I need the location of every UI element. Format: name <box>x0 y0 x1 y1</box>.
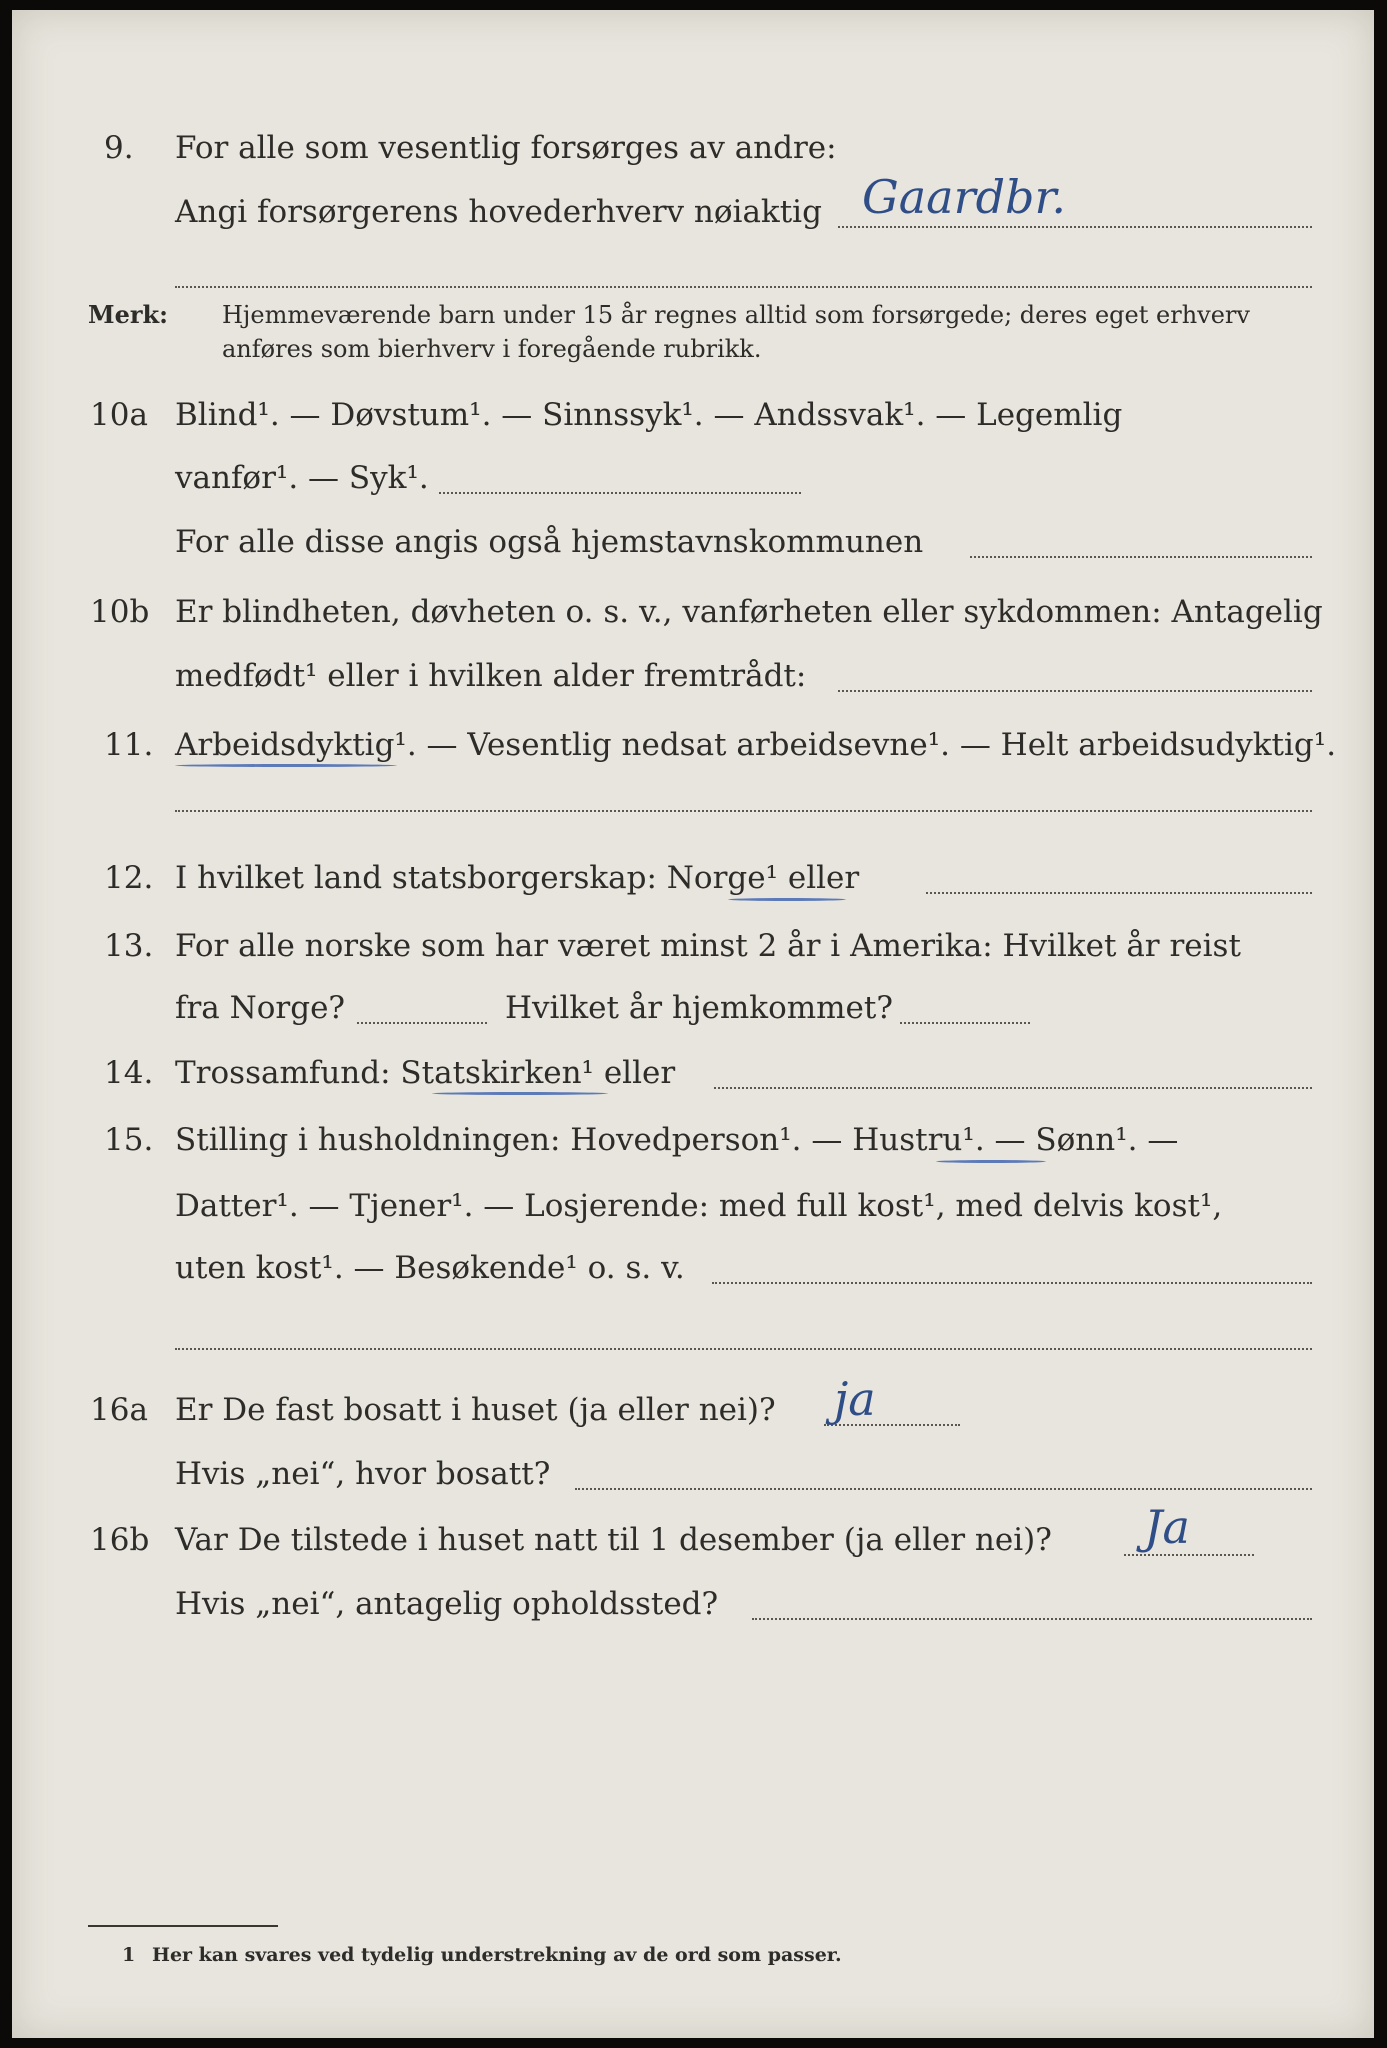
q16a-line1: Er De fast bosatt i huset (ja eller nei)? <box>175 1392 776 1428</box>
q10a-line1: Blind¹. — Døvstum¹. — Sinnssyk¹. — Andssvak¹. — Legemlig <box>175 397 1123 433</box>
q9-line1: For alle som vesentlig forsørges av andre: <box>175 130 837 166</box>
footnote-text: Her kan svares ved tydelig understrekning av de ord som passer. <box>152 1944 842 1966</box>
census-form-page <box>12 10 1374 2038</box>
q10a-answer-line <box>439 492 801 494</box>
q13-line2b: Hvilket år hjemkommet? <box>505 990 893 1026</box>
q11-line1: Arbeidsdyktig¹. — Vesentlig nedsat arbeidsevne¹. — Helt arbeidsudyktig¹. <box>175 727 1337 763</box>
q16b-line1: Var De tilstede i huset natt til 1 desember (ja eller nei)? <box>175 1522 1052 1558</box>
q12-answer-line <box>926 892 1312 894</box>
q9-handwritten-answer: Gaardbr. <box>862 170 1067 224</box>
q13-hjemkommet-line <box>900 1022 1030 1024</box>
q15-line1: Stilling i husholdningen: Hovedperson¹. — Hustru¹. — Sønn¹. — <box>175 1122 1179 1158</box>
q13-line1: For alle norske som har været minst 2 år i Amerika: Hvilket år reist <box>175 928 1241 964</box>
q9-extra-line <box>175 286 1312 288</box>
q16b-number: 16b <box>90 1522 150 1558</box>
q10a-line3: For alle disse angis også hjemstavnskommunen <box>175 524 924 560</box>
q16b-handwritten-answer: Ja <box>1144 1500 1190 1554</box>
merk-line1: Hjemmeværende barn under 15 år regnes alltid som forsørgede; deres eget erhverv <box>222 301 1250 329</box>
q14-line1: Trossamfund: Statskirken¹ eller <box>175 1055 676 1091</box>
q16b-answer-line <box>1124 1554 1254 1556</box>
q15-line3: uten kost¹. — Besøkende¹ o. s. v. <box>175 1250 685 1286</box>
q16b-line2: Hvis „nei“, antagelig opholdssted? <box>175 1586 719 1622</box>
q9-answer-line <box>838 226 1312 228</box>
q15-answer-line <box>712 1282 1312 1284</box>
q13-line2a: fra Norge? <box>175 990 346 1026</box>
q16a-line2: Hvis „nei“, hvor bosatt? <box>175 1456 551 1492</box>
q9-line2: Angi forsørgerens hovederhverv nøiaktig <box>175 194 822 230</box>
q11-number: 11. <box>104 727 154 763</box>
q10b-answer-line <box>838 690 1312 692</box>
q10b-line2: medfødt¹ eller i hvilken alder fremtrådt: <box>175 658 807 694</box>
q12-underline-mark <box>728 898 846 901</box>
q15-line2: Datter¹. — Tjener¹. — Losjerende: med full kost¹, med delvis kost¹, <box>175 1188 1223 1224</box>
q14-number: 14. <box>104 1055 154 1091</box>
q10a-kommune-line <box>970 556 1312 558</box>
q16a-number: 16a <box>90 1392 148 1428</box>
q10b-line1: Er blindheten, døvheten o. s. v., vanførheten eller sykdommen: Antagelig <box>175 594 1323 630</box>
q11-underline-mark <box>175 764 397 767</box>
merk-label: Merk: <box>88 300 168 329</box>
q10a-line2: vanfør¹. — Syk¹. <box>175 460 429 496</box>
footnote-rule <box>88 1925 278 1927</box>
q14-underline-mark <box>432 1092 608 1095</box>
q12-number: 12. <box>104 860 154 896</box>
merk-line2: anføres som bierhverv i foregående rubrikk. <box>222 335 762 363</box>
q16a-bosatt-line <box>575 1488 1312 1490</box>
q10a-number: 10a <box>90 397 148 433</box>
q15-underline-mark <box>936 1160 1046 1163</box>
q15-extra-line <box>175 1348 1312 1350</box>
q15-number: 15. <box>104 1122 154 1158</box>
q16b-opholdssted-line <box>752 1618 1312 1620</box>
q9-number: 9. <box>104 130 134 166</box>
q11-extra-line <box>175 810 1312 812</box>
q13-reist-line <box>357 1022 487 1024</box>
q16a-handwritten-answer: ja <box>834 1372 876 1426</box>
q14-answer-line <box>714 1087 1312 1089</box>
footnote-mark: 1 <box>122 1944 136 1966</box>
q10b-number: 10b <box>90 594 150 630</box>
q12-line1: I hvilket land statsborgerskap: Norge¹ eller <box>175 860 860 896</box>
q13-number: 13. <box>104 928 154 964</box>
